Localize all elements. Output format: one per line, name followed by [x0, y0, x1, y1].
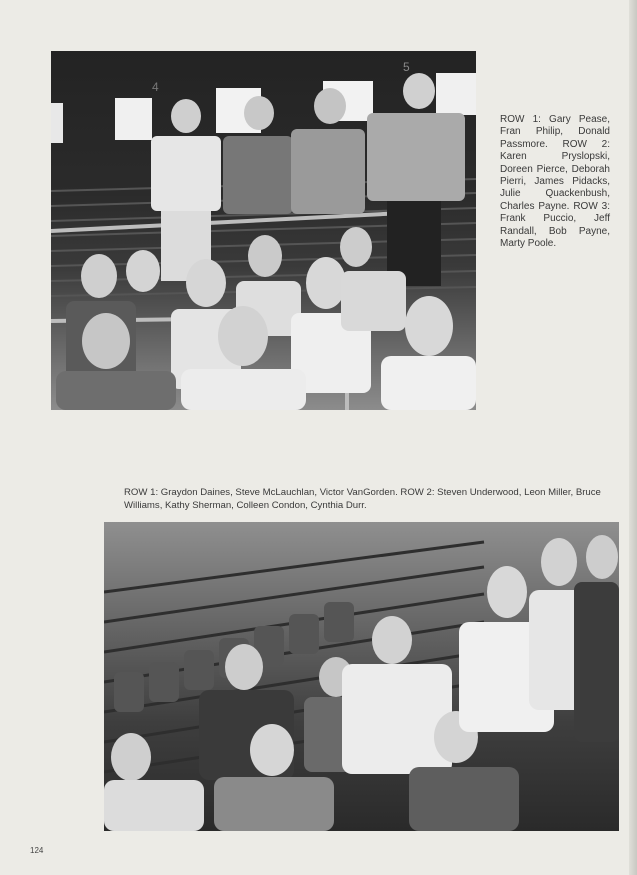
group-photo-bottom-image — [104, 522, 619, 831]
group-photo-top-image — [51, 51, 476, 410]
group-photo-top — [51, 51, 476, 410]
caption-top-photo: ROW 1: Gary Pease, Fran Philip, Donald Passmore. ROW 2: Karen Pryslopski, Doreen Pierce, Deborah Pierri, James Pidacks, Julie Quackenbush, Charles Payne. ROW 3: Frank Puccio, Jeff Randall, Bob Payne, Marty Poole. — [500, 114, 610, 250]
page-edge — [629, 0, 637, 875]
caption-bottom-photo: ROW 1: Graydon Daines, Steve McLauchlan, Victor VanGorden. ROW 2: Steven Underwood, Leon Miller, Bruce Williams, Kathy Sherman, Colleen Condon, Cynthia Durr. — [124, 487, 601, 511]
stand-number-4: 4 — [152, 80, 159, 94]
page-number: 124 — [30, 846, 44, 855]
stand-number-5: 5 — [403, 60, 410, 74]
group-photo-bottom — [104, 522, 619, 831]
